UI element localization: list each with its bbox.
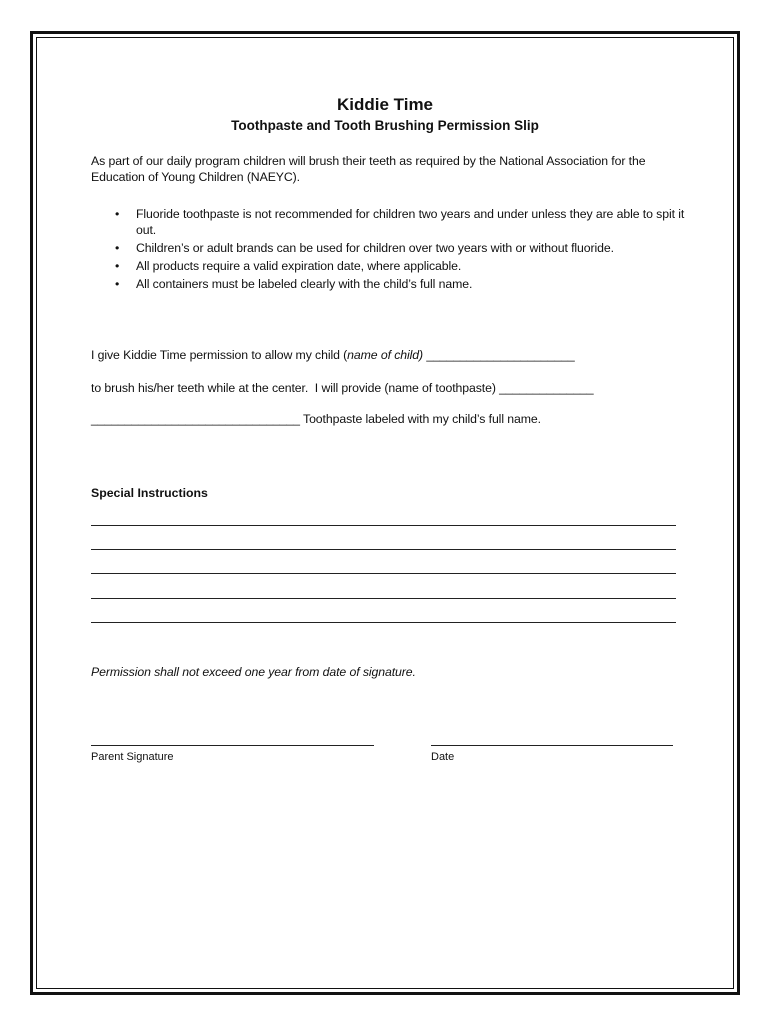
special-instructions-heading: Special Instructions (91, 486, 208, 500)
bullet-icon: • (115, 277, 120, 291)
permission-line-toothpaste[interactable]: to brush his/her teeth while at the center. I will provide (name of toothpaste) ______________ (91, 381, 594, 395)
bullet-icon: • (115, 259, 120, 273)
list-item-text: Fluoride toothpaste is not recommended for children two years and under unless they are able to spit it out. (136, 207, 685, 237)
permission-line-child[interactable] (91, 348, 575, 362)
date-line[interactable] (431, 745, 673, 746)
child-name-hint: name of child) (347, 348, 424, 362)
permission-notice: Permission shall not exceed one year from date of signature. (91, 665, 416, 679)
date-label: Date (431, 751, 455, 763)
permission-text: I give Kiddie Time permission to allow my child ( (91, 348, 348, 362)
toothpaste-name-blank[interactable]: _______________________________ (91, 412, 300, 426)
label-text: Toothpaste labeled with my child’s full name. (299, 412, 541, 426)
bullet-icon: • (115, 241, 120, 255)
list-item (91, 206, 691, 238)
list-item-text: Children’s or adult brands can be used for children over two years with or without fluoride. (136, 241, 614, 255)
parent-signature-line[interactable] (91, 745, 374, 746)
list-item (91, 240, 691, 256)
bullet-icon: • (115, 207, 120, 221)
list-item (91, 258, 691, 274)
instructions-line[interactable] (91, 622, 676, 623)
form-title: Kiddie Time (336, 95, 434, 114)
instructions-line[interactable] (91, 573, 676, 574)
instructions-line[interactable] (91, 598, 676, 599)
list-item (91, 276, 691, 292)
list-item-text: All products require a valid expiration date, where applicable. (136, 259, 462, 273)
intro-paragraph: As part of our daily program children will brush their teeth as required by the National Association for the Education of Young Children (NAEYC). (91, 154, 646, 184)
permission-line-label[interactable] (91, 412, 541, 426)
child-name-blank[interactable]: ______________________ (423, 348, 575, 362)
parent-signature-label: Parent Signature (91, 751, 174, 763)
instructions-line[interactable] (91, 525, 676, 526)
form-subtitle: Toothpaste and Tooth Brushing Permission Slip (231, 118, 539, 133)
list-item-text: All containers must be labeled clearly with the child’s full name. (136, 277, 473, 291)
requirements-list (91, 206, 691, 294)
instructions-line[interactable] (91, 549, 676, 550)
